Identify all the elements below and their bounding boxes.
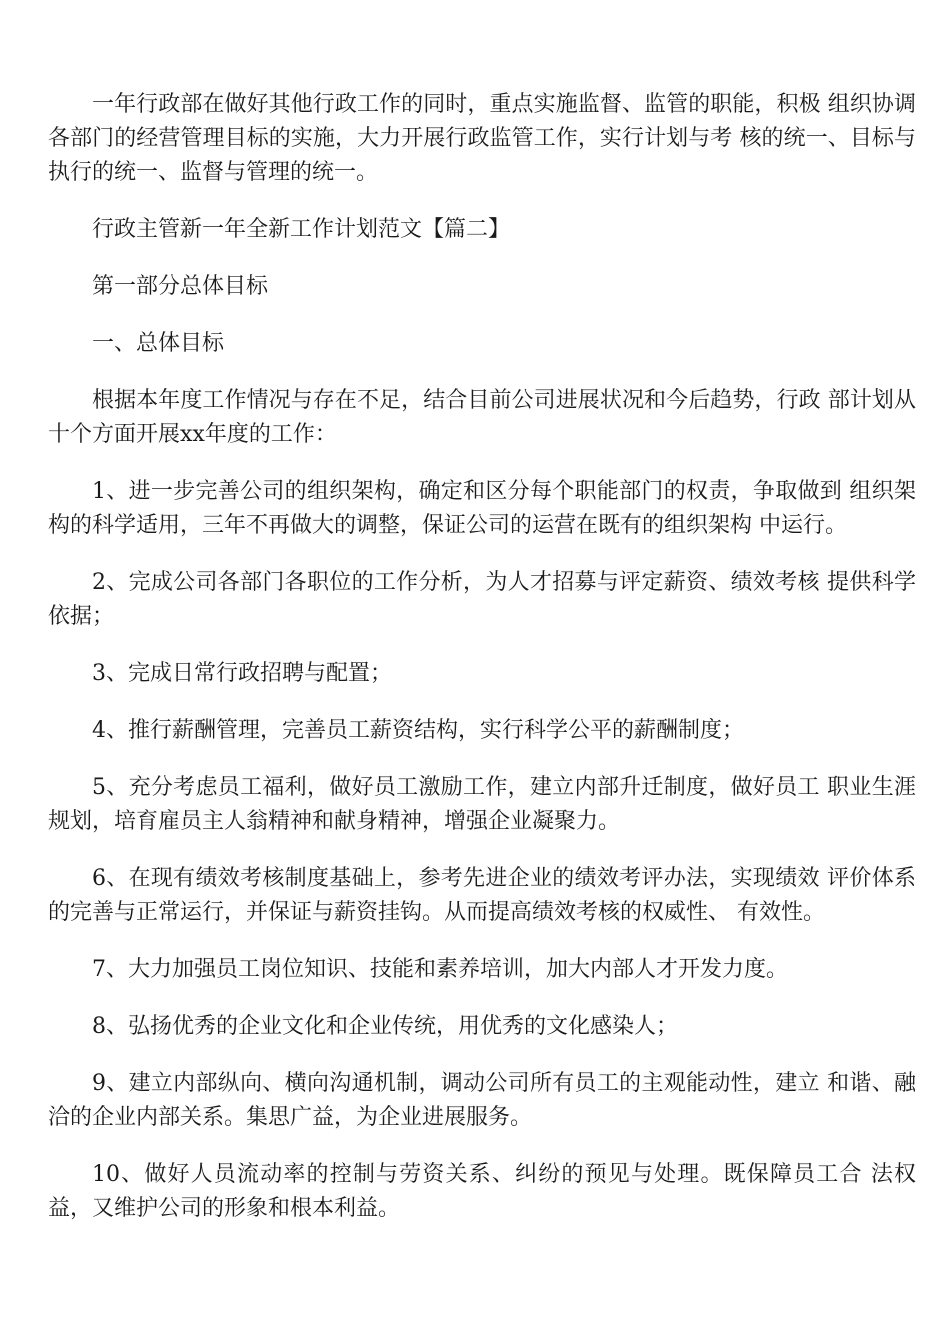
subsection-heading: 一、总体目标	[92, 331, 225, 356]
list-item-7: 7、大力加强员工岗位知识、技能和素养培训，加大内部人才开发力度。	[92, 957, 788, 982]
list-item-3: 3、完成日常行政招聘与配置；	[92, 661, 392, 686]
list-item-1: 1、进一步完善公司的组织架构，确定和区分每个职能部门的权责，争取做到 组织架构的科学适用，三年不再做大的调整，保证公司的运营在既有的组织架构 中运行。	[48, 479, 916, 538]
paragraph-intro: 一年行政部在做好其他行政工作的同时，重点实施监督、监管的职能，积极 组织协调各部门的经营管理目标的实施，大力开展行政监管工作，实行计划与考 核的统一、目标与执行的统一、监督与管理的统一。	[48, 92, 916, 185]
document-body	[48, 88, 916, 1249]
paragraph-overview: 根据本年度工作情况与存在不足，结合目前公司进展状况和今后趋势，行政 部计划从十个方面开展xx年度的工作：	[48, 388, 916, 447]
list-item-6: 6、在现有绩效考核制度基础上，参考先进企业的绩效考评办法，实现绩效 评价体系的完善与正常运行，并保证与薪资挂钩。从而提高绩效考核的权威性、 有效性。	[48, 866, 916, 925]
list-item-9: 9、建立内部纵向、横向沟通机制，调动公司所有员工的主观能动性，建立 和谐、融洽的企业内部关系。集思广益，为企业进展服务。	[48, 1071, 916, 1130]
list-item-10: 10、做好人员流动率的控制与劳资关系、纠纷的预见与处理。既保障员工合 法权益，又维护公司的形象和根本利益。	[48, 1162, 916, 1221]
list-item-4: 4、推行薪酬管理，完善员工薪资结构，实行科学公平的薪酬制度；	[92, 718, 744, 743]
list-item-8: 8、弘扬优秀的企业文化和企业传统，用优秀的文化感染人；	[92, 1014, 678, 1039]
section-title: 行政主管新一年全新工作计划范文【篇二】	[92, 217, 511, 242]
list-item-5: 5、充分考虑员工福利，做好员工激励工作，建立内部升迁制度，做好员工 职业生涯规划，培育雇员主人翁精神和献身精神，增强企业凝聚力。	[48, 775, 916, 834]
list-item-2: 2、完成公司各部门各职位的工作分析，为人才招募与评定薪资、绩效考核 提供科学依据；	[48, 570, 916, 629]
part-heading: 第一部分总体目标	[92, 274, 269, 299]
